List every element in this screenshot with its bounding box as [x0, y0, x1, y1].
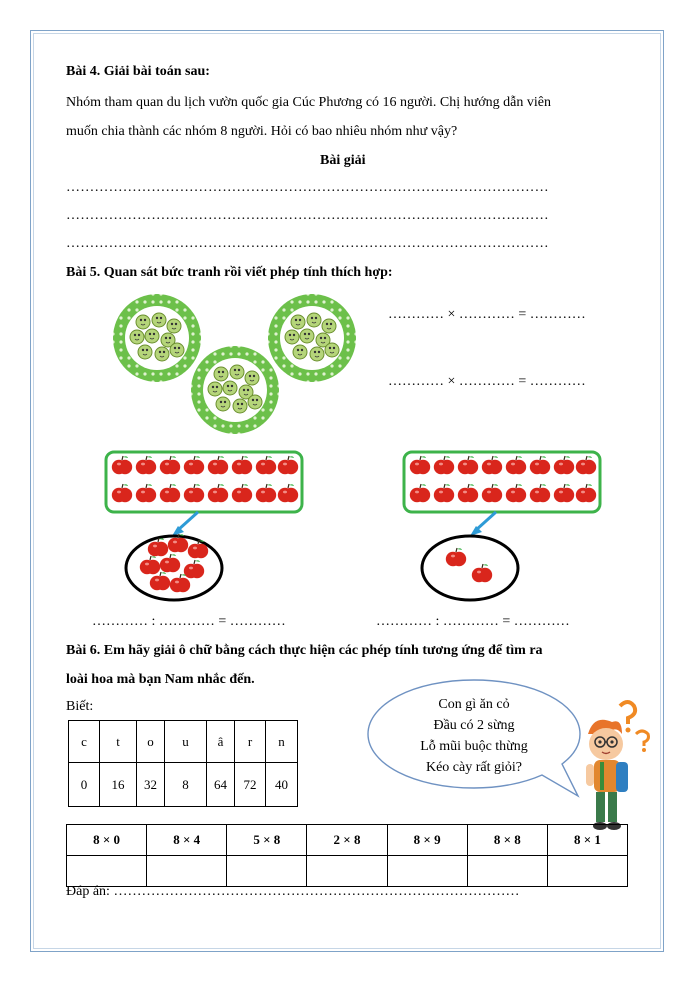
- answer-cell[interactable]: [227, 856, 307, 887]
- bai4-title: Bài 4. Giải bài toán sau:: [66, 64, 210, 79]
- boy-character-icon: [576, 700, 658, 840]
- oval-right: [422, 536, 518, 600]
- key-number: 40: [266, 763, 298, 807]
- answer-cell[interactable]: [547, 856, 627, 887]
- answer-cell[interactable]: [467, 856, 547, 887]
- calc-cell: 8 × 4: [147, 825, 227, 856]
- answer-line-1[interactable]: …………………………………………………………………………………………: [66, 180, 549, 195]
- key-number: 72: [235, 763, 266, 807]
- calculation-table: [66, 824, 628, 887]
- apples-right: [410, 456, 596, 502]
- plate-right: [268, 294, 356, 382]
- answer-cell[interactable]: [67, 856, 147, 887]
- key-number: 64: [207, 763, 235, 807]
- key-letter: â: [207, 721, 235, 763]
- key-letter: u: [165, 721, 207, 763]
- calc-cell: 8 × 8: [467, 825, 547, 856]
- bai6-title-line1: Bài 6. Em hãy giải ô chữ bằng cách thực hiện các phép tính tương ứng để tìm ra: [66, 643, 543, 658]
- bai6-title-line2: loài hoa mà bạn Nam nhắc đến.: [66, 672, 255, 687]
- answer-input-dots[interactable]: ……………………………………………………………………………: [113, 884, 520, 899]
- answer-line-3[interactable]: …………………………………………………………………………………………: [66, 236, 549, 251]
- bai4-line2: muốn chia thành các nhóm 8 người. Hỏi có bao nhiêu nhóm như vậy?: [66, 124, 458, 139]
- riddle-text: [384, 694, 564, 778]
- key-letter: r: [235, 721, 266, 763]
- riddle-line: Con gì ăn cỏ: [438, 697, 510, 712]
- riddle-line: Kéo cày rất giỏi?: [425, 760, 522, 775]
- plates-of-fruit: [110, 290, 360, 440]
- bai5-title: Bài 5. Quan sát bức tranh rồi viết phép tính thích hợp:: [66, 265, 393, 280]
- key-number: 0: [69, 763, 100, 807]
- answer-cell[interactable]: [387, 856, 467, 887]
- calc-cell: 2 × 8: [307, 825, 387, 856]
- apple-division-pictures: [100, 446, 620, 606]
- div-equation-1[interactable]: ………… : ………… = …………: [92, 614, 286, 629]
- riddle-line: Đầu có 2 sừng: [433, 718, 515, 733]
- key-number: 16: [100, 763, 137, 807]
- key-number: 8: [165, 763, 207, 807]
- plate-left: [113, 294, 201, 382]
- calc-cell: 5 × 8: [227, 825, 307, 856]
- key-letter: n: [266, 721, 298, 763]
- apples-in-oval-left: [140, 534, 208, 592]
- calc-cell: 8 × 1: [547, 825, 627, 856]
- answer-label: Đáp án:: [66, 884, 114, 899]
- calc-cell: 8 × 9: [387, 825, 467, 856]
- bai4-line1: Nhóm tham quan du lịch vườn quốc gia Cúc Phương có 16 người. Chị hướng dẫn viên: [66, 95, 551, 110]
- biet-label: Biết:: [66, 699, 94, 714]
- letter-key-table: [68, 720, 298, 807]
- apples-left: [112, 456, 298, 502]
- key-letter: c: [69, 721, 100, 763]
- div-equation-2[interactable]: ………… : ………… = …………: [376, 614, 570, 629]
- solution-label: Bài giải: [320, 153, 366, 168]
- key-number: 32: [137, 763, 165, 807]
- plate-middle: [191, 346, 279, 434]
- answer-line-2[interactable]: …………………………………………………………………………………………: [66, 208, 549, 223]
- riddle-line: Lỗ mũi buộc thừng: [420, 739, 528, 754]
- answer-cell[interactable]: [147, 856, 227, 887]
- key-letter: t: [100, 721, 137, 763]
- calc-cell: 8 × 0: [67, 825, 147, 856]
- mul-equation-1[interactable]: ………… × ………… = …………: [388, 307, 586, 322]
- key-letter: o: [137, 721, 165, 763]
- answer-row: [66, 884, 628, 900]
- mul-equation-2[interactable]: ………… × ………… = …………: [388, 374, 586, 389]
- answer-cell[interactable]: [307, 856, 387, 887]
